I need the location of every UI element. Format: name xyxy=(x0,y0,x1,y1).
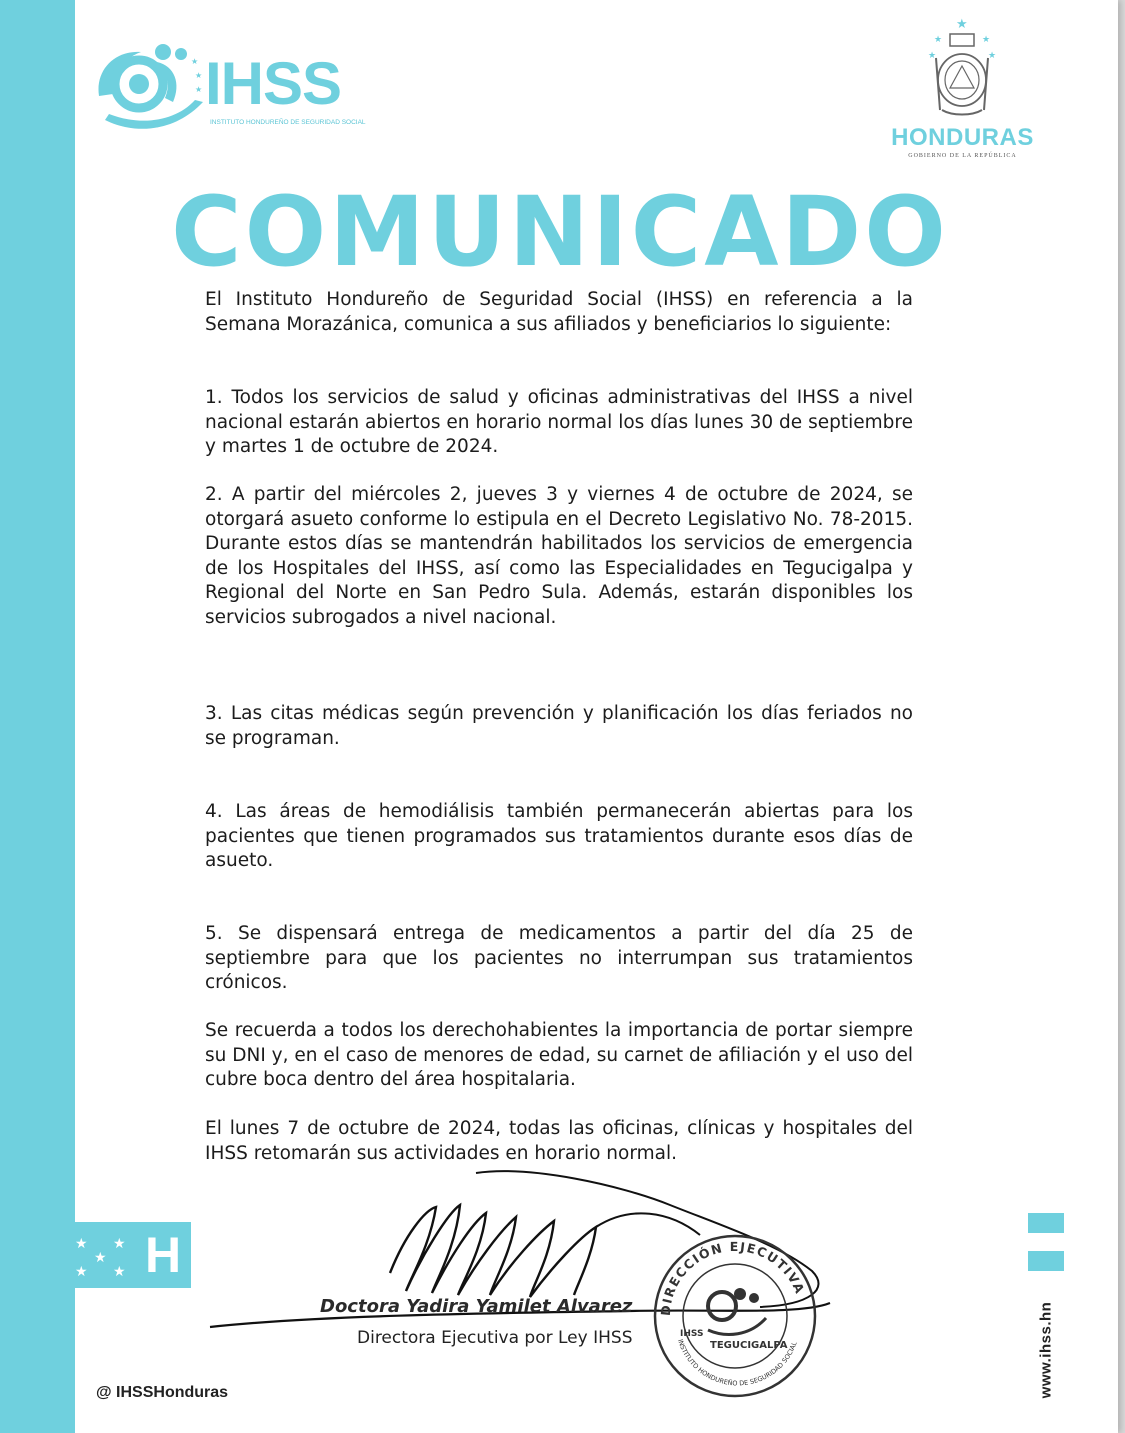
right-decorative-bar-bottom xyxy=(1028,1251,1064,1271)
svg-text:★: ★ xyxy=(988,51,997,61)
svg-text:★: ★ xyxy=(195,85,203,94)
official-stamp-seal xyxy=(650,1212,820,1402)
svg-text:★: ★ xyxy=(195,71,203,80)
website-url: www.ihss.hn xyxy=(1037,1301,1055,1399)
government-label: GOBIERNO DE LA REPÚBLICA xyxy=(908,153,1017,159)
svg-text:★: ★ xyxy=(928,51,937,61)
seal-city-text: TEGUCIGALPA xyxy=(710,1340,788,1351)
seal-bottom-text: INSTITUTO HONDUREÑO DE SEGURIDAD SOCIAL xyxy=(676,1338,799,1388)
ihss-logo xyxy=(95,40,365,135)
honduras-label: HONDURAS xyxy=(891,124,1034,151)
svg-text:★: ★ xyxy=(934,35,943,45)
svg-text:★: ★ xyxy=(113,1236,126,1252)
honduras-h-badge xyxy=(75,1222,191,1288)
ihss-logo-text: IHSS xyxy=(205,50,342,117)
ihss-logo-subtitle: INSTITUTO HONDUREÑO DE SEGURIDAD SOCIAL xyxy=(210,119,366,126)
item-1-paragraph: 1. Todos los servicios de salud y oficinas administrativas del IHSS a nivel nacional estarán abiertos en horario normal los días lunes 30 de septiembre y martes 1 de octubre de 2024. xyxy=(205,387,913,457)
signer-name: Doctora Yadira Yamilet Alvarez xyxy=(320,1296,633,1317)
social-handle: @ IHSSHonduras xyxy=(96,1384,229,1401)
seal-top-text: DIRECCIÓN EJECUTIVA xyxy=(657,1238,808,1317)
seal-institute-text: IHSS xyxy=(680,1329,704,1339)
closing-paragraph: El lunes 7 de octubre de 2024, todas las oficinas, clínicas y hospitales del IHSS retomarán sus actividades en horario normal. xyxy=(205,1118,913,1164)
svg-text:★: ★ xyxy=(193,99,201,108)
svg-text:★: ★ xyxy=(94,1250,107,1266)
item-5-paragraph: 5. Se dispensará entrega de medicamentos a partir del día 25 de septiembre para que los pacientes no interrumpan sus tratamientos crónicos. xyxy=(205,923,913,993)
svg-text:★: ★ xyxy=(191,57,199,66)
honduras-government-emblem xyxy=(880,14,1045,164)
svg-text:★: ★ xyxy=(75,1236,88,1252)
reminder-paragraph: Se recuerda a todos los derechohabientes la importancia de portar siempre su DNI y, en el caso de menores de edad, su carnet de afiliación y el uso del cubre boca dentro del área hospitalaria. xyxy=(205,1020,913,1090)
signer-role: Directora Ejecutiva por Ley IHSS xyxy=(357,1328,633,1348)
document-title: COMUNICADO xyxy=(171,176,949,288)
h-letter: H xyxy=(144,1227,182,1283)
item-2-paragraph: 2. A partir del miércoles 2, jueves 3 y viernes 4 de octubre de 2024, se otorgará asueto conforme lo estipula en el Decreto Legislativo No. 78-2015. Durante estos días se mantendrán habilitados los servicios de emergencia de los Hospitales del IHSS, así como las Especialidades en Tegucigalpa y Regional del Norte en San Pedro Sula. Además, estarán disponibles los servicios subrogados a nivel nacional. xyxy=(205,484,913,628)
svg-text:★: ★ xyxy=(982,35,991,45)
item-3-paragraph: 3. Las citas médicas según prevención y planificación los días feriados no se programan. xyxy=(205,703,913,749)
intro-paragraph: El Instituto Hondureño de Seguridad Social (IHSS) en referencia a la Semana Morazánica, comunica a sus afiliados y beneficiarios lo siguiente: xyxy=(205,289,913,335)
svg-text:★: ★ xyxy=(113,1264,126,1280)
coat-of-arms-icon xyxy=(880,14,1045,124)
flag-stars-icon xyxy=(75,1222,135,1288)
ihss-family-icon xyxy=(95,40,207,135)
right-decorative-bar-top xyxy=(1028,1213,1064,1233)
item-4-paragraph: 4. Las áreas de hemodiálisis también permanecerán abiertas para los pacientes que tienen programados sus tratamientos durante esos días de asueto. xyxy=(205,801,913,871)
svg-text:★: ★ xyxy=(956,17,968,32)
svg-text:★: ★ xyxy=(75,1264,88,1280)
left-color-band xyxy=(0,0,75,1433)
